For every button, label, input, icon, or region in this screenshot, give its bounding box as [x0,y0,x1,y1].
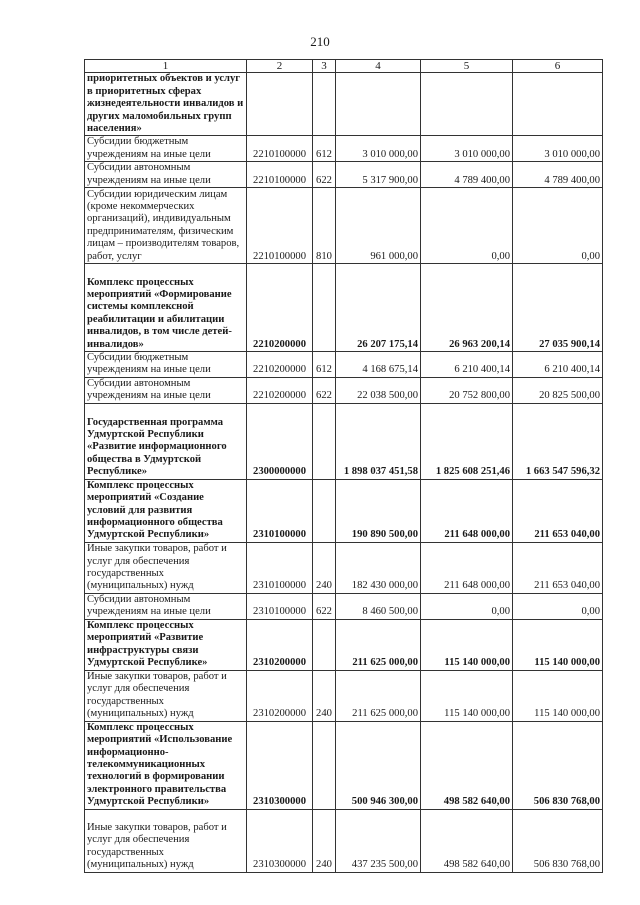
row-expense-type-cell: 240 [313,542,336,593]
row-expense-type-cell: 240 [313,670,336,721]
row-amount-year3-cell: 211 653 040,00 [513,479,603,542]
row-code-cell [247,73,313,136]
row-code-cell: 2210200000 [247,377,313,403]
column-header-3: 3 [313,60,336,73]
row-amount-year2-cell: 20 752 800,00 [421,377,513,403]
row-amount-year2-cell: 1 825 608 251,46 [421,403,513,479]
column-header-4: 4 [336,60,421,73]
row-name-cell: Субсидии юридическим лицам (кроме некоммерческих организаций), индивидуальным предпринимателям, физическим лицам – производителям товаров, работ, услуг [85,188,247,264]
row-amount-year1-cell: 437 235 500,00 [336,809,421,872]
row-expense-type-cell: 240 [313,809,336,872]
row-amount-year2-cell: 0,00 [421,188,513,264]
row-expense-type-cell [313,619,336,670]
row-name-cell: Комплекс процессных мероприятий «Формирование системы комплексной реабилитации и абилитации инвалидов, в том числе детей-инвалидов» [85,264,247,352]
row-expense-type-cell [313,479,336,542]
row-amount-year1-cell [336,73,421,136]
row-code-cell: 2310200000 [247,670,313,721]
row-amount-year1-cell: 22 038 500,00 [336,377,421,403]
row-code-cell: 2310100000 [247,593,313,619]
row-name-cell: Иные закупки товаров, работ и услуг для обеспечения государственных (муниципальных) нужд [85,670,247,721]
row-amount-year2-cell: 115 140 000,00 [421,670,513,721]
table-row [85,403,603,479]
table-row [85,136,603,162]
table-row [85,377,603,403]
row-amount-year2-cell: 211 648 000,00 [421,479,513,542]
budget-table [84,59,603,873]
row-name-cell: Иные закупки товаров, работ и услуг для обеспечения государственных (муниципальных) нужд [85,542,247,593]
table-row [85,188,603,264]
row-code-cell: 2310100000 [247,542,313,593]
row-code-cell: 2300000000 [247,403,313,479]
row-amount-year1-cell: 1 898 037 451,58 [336,403,421,479]
column-header-1: 1 [85,60,247,73]
row-name-cell: Субсидии автономным учреждениям на иные цели [85,162,247,188]
row-amount-year3-cell: 506 830 768,00 [513,809,603,872]
row-amount-year2-cell: 498 582 640,00 [421,721,513,809]
row-expense-type-cell: 612 [313,352,336,378]
row-expense-type-cell: 622 [313,593,336,619]
table-row [85,162,603,188]
row-expense-type-cell [313,264,336,352]
row-amount-year3-cell: 0,00 [513,188,603,264]
table-row [85,479,603,542]
row-amount-year3-cell: 1 663 547 596,32 [513,403,603,479]
row-amount-year1-cell: 3 010 000,00 [336,136,421,162]
column-header-2: 2 [247,60,313,73]
row-amount-year1-cell: 26 207 175,14 [336,264,421,352]
row-amount-year3-cell: 3 010 000,00 [513,136,603,162]
row-name-cell: Комплекс процессных мероприятий «Развитие инфраструктуры связи Удмуртской Республике» [85,619,247,670]
row-amount-year3-cell: 211 653 040,00 [513,542,603,593]
table-header-row [85,60,603,73]
row-amount-year1-cell: 211 625 000,00 [336,619,421,670]
row-expense-type-cell: 622 [313,377,336,403]
row-amount-year3-cell: 506 830 768,00 [513,721,603,809]
row-amount-year3-cell [513,73,603,136]
row-amount-year3-cell: 4 789 400,00 [513,162,603,188]
row-name-cell: Комплекс процессных мероприятий «Использование информационно-телекоммуникационных технологий в формировании электронного правительства Удмуртской Республики» [85,721,247,809]
row-amount-year3-cell: 6 210 400,14 [513,352,603,378]
row-amount-year1-cell: 182 430 000,00 [336,542,421,593]
row-expense-type-cell [313,721,336,809]
row-name-cell: Субсидии автономным учреждениям на иные цели [85,593,247,619]
row-amount-year3-cell: 27 035 900,14 [513,264,603,352]
column-header-6: 6 [513,60,603,73]
row-expense-type-cell: 810 [313,188,336,264]
row-amount-year2-cell: 0,00 [421,593,513,619]
row-amount-year3-cell: 115 140 000,00 [513,670,603,721]
row-code-cell: 2210100000 [247,188,313,264]
row-expense-type-cell [313,403,336,479]
table-row [85,593,603,619]
row-name-cell: Субсидии бюджетным учреждениям на иные цели [85,136,247,162]
row-code-cell: 2310200000 [247,619,313,670]
table-row [85,542,603,593]
table-row [85,670,603,721]
table-row [85,809,603,872]
row-expense-type-cell [313,73,336,136]
row-name-cell: Государственная программа Удмуртской Республики «Развитие информационного общества в Удмуртской Республике» [85,403,247,479]
row-amount-year1-cell: 8 460 500,00 [336,593,421,619]
table-row [85,73,603,136]
column-header-5: 5 [421,60,513,73]
row-expense-type-cell: 622 [313,162,336,188]
table-row [85,619,603,670]
row-code-cell: 2210200000 [247,264,313,352]
row-amount-year1-cell: 4 168 675,14 [336,352,421,378]
row-code-cell: 2210100000 [247,136,313,162]
row-code-cell: 2310300000 [247,721,313,809]
row-amount-year2-cell: 115 140 000,00 [421,619,513,670]
row-amount-year2-cell: 498 582 640,00 [421,809,513,872]
row-code-cell: 2210100000 [247,162,313,188]
row-amount-year3-cell: 0,00 [513,593,603,619]
row-amount-year2-cell [421,73,513,136]
row-amount-year2-cell: 26 963 200,14 [421,264,513,352]
row-amount-year3-cell: 20 825 500,00 [513,377,603,403]
row-name-cell: Комплекс процессных мероприятий «Создание условий для развития информационного общества Удмуртской Республики» [85,479,247,542]
table-row [85,721,603,809]
row-amount-year2-cell: 3 010 000,00 [421,136,513,162]
table-row [85,352,603,378]
page-number: 210 [310,34,330,49]
row-code-cell: 2310300000 [247,809,313,872]
row-amount-year3-cell: 115 140 000,00 [513,619,603,670]
table-row [85,264,603,352]
row-expense-type-cell: 612 [313,136,336,162]
row-amount-year1-cell: 500 946 300,00 [336,721,421,809]
row-name-cell: Субсидии автономным учреждениям на иные цели [85,377,247,403]
row-amount-year1-cell: 190 890 500,00 [336,479,421,542]
row-amount-year1-cell: 961 000,00 [336,188,421,264]
row-amount-year2-cell: 211 648 000,00 [421,542,513,593]
row-amount-year1-cell: 211 625 000,00 [336,670,421,721]
row-code-cell: 2210200000 [247,352,313,378]
row-name-cell: Субсидии бюджетным учреждениям на иные цели [85,352,247,378]
row-name-cell: Иные закупки товаров, работ и услуг для обеспечения государственных (муниципальных) нужд [85,809,247,872]
row-name-cell: приоритетных объектов и услуг в приоритетных сферах жизнедеятельности инвалидов и других маломобильных групп населения» [85,73,247,136]
row-amount-year2-cell: 4 789 400,00 [421,162,513,188]
row-amount-year2-cell: 6 210 400,14 [421,352,513,378]
row-amount-year1-cell: 5 317 900,00 [336,162,421,188]
table-body [85,73,603,872]
row-code-cell: 2310100000 [247,479,313,542]
